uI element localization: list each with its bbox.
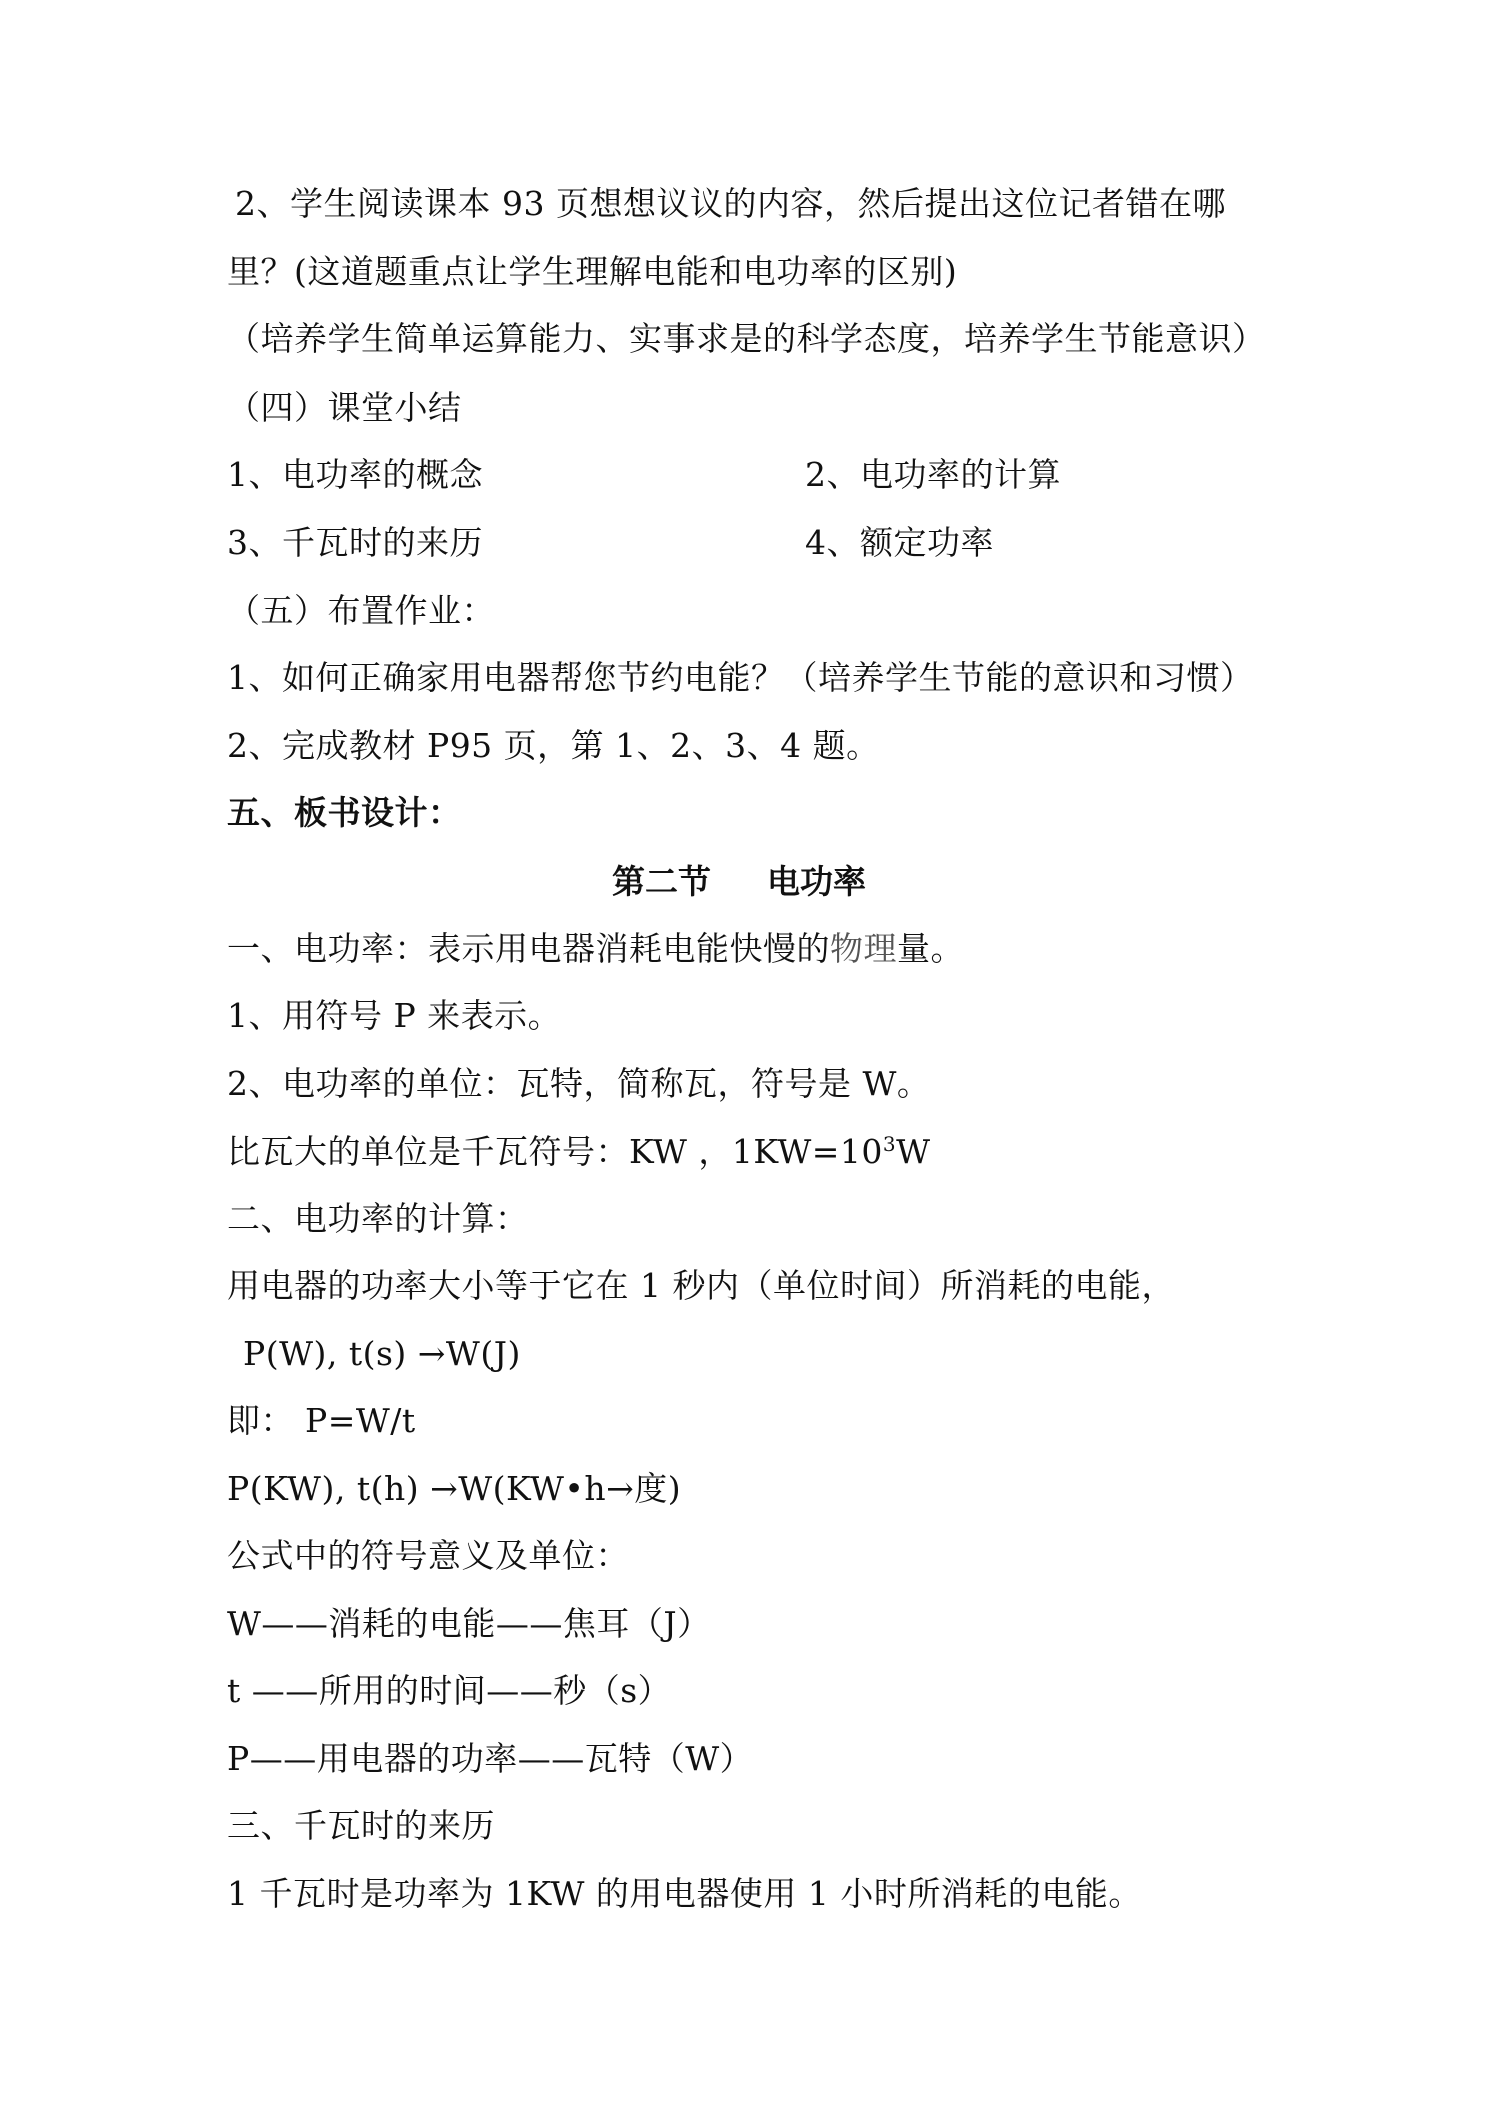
summary-row bbox=[227, 521, 994, 565]
board-title-topic: 电功率 bbox=[767, 862, 866, 901]
text-line: 2、完成教材 P95 页，第 1、2、3、4 题。 bbox=[227, 726, 880, 765]
text-line: 1 千瓦时是功率为 1KW 的用电器使用 1 小时所消耗的电能。 bbox=[227, 1874, 1142, 1913]
summary-item: 4、额定功率 bbox=[805, 523, 994, 562]
text-line: 三、千瓦时的来历 bbox=[227, 1806, 495, 1845]
superscript: 3 bbox=[882, 1132, 897, 1156]
summary-row bbox=[227, 453, 1061, 497]
text-line: 里？(这道题重点让学生理解电能和电功率的区别) bbox=[227, 252, 958, 291]
section-heading: 五、板书设计： bbox=[227, 793, 462, 832]
board-title bbox=[612, 860, 866, 904]
text-line bbox=[227, 927, 964, 971]
text-line: （培养学生简单运算能力、实事求是的科学态度，培养学生节能意识） bbox=[227, 319, 1266, 358]
text-segment: 比瓦大的单位是千瓦符号：KW ，1KW=10 bbox=[227, 1132, 883, 1171]
symbol-definition: P——用电器的功率——瓦特（W） bbox=[227, 1739, 754, 1778]
text-line: 1、用符号 P 来表示。 bbox=[227, 996, 562, 1035]
text-line: 公式中的符号意义及单位： bbox=[227, 1536, 629, 1575]
summary-item: 3、千瓦时的来历 bbox=[227, 523, 483, 562]
subsection-heading: （四）课堂小结 bbox=[227, 388, 462, 427]
text-segment: 物理 bbox=[830, 929, 897, 968]
text-line: 二、电功率的计算： bbox=[227, 1199, 529, 1238]
text-segment: 量。 bbox=[897, 929, 964, 968]
text-segment: W bbox=[896, 1132, 931, 1171]
text-line: 2、学生阅读课本 93 页想想议议的内容，然后提出这位记者错在哪 bbox=[235, 184, 1226, 223]
subsection-heading: （五）布置作业： bbox=[227, 591, 495, 630]
text-line: 2、电功率的单位：瓦特，简称瓦，符号是 W。 bbox=[227, 1064, 931, 1103]
board-title-section: 第二节 bbox=[612, 862, 711, 901]
symbol-definition: t ——所用的时间——秒（s） bbox=[227, 1671, 672, 1710]
summary-item: 2、电功率的计算 bbox=[805, 455, 1061, 494]
formula-line: P(KW), t(h) →W(KW•h→度) bbox=[227, 1469, 682, 1508]
symbol-definition: W——消耗的电能——焦耳（J） bbox=[227, 1604, 711, 1643]
summary-item: 1、电功率的概念 bbox=[227, 455, 483, 494]
formula-line: P(W), t(s) →W(J) bbox=[243, 1334, 521, 1373]
formula-line: 即： P=W/t bbox=[227, 1401, 416, 1440]
text-segment: 一、电功率：表示用电器消耗电能快慢的 bbox=[227, 929, 830, 968]
text-line: 1、如何正确家用电器帮您节约电能？（培养学生节能的意识和习惯） bbox=[227, 658, 1254, 697]
text-line: 用电器的功率大小等于它在 1 秒内（单位时间）所消耗的电能， bbox=[227, 1266, 1175, 1305]
text-line bbox=[227, 1130, 931, 1174]
